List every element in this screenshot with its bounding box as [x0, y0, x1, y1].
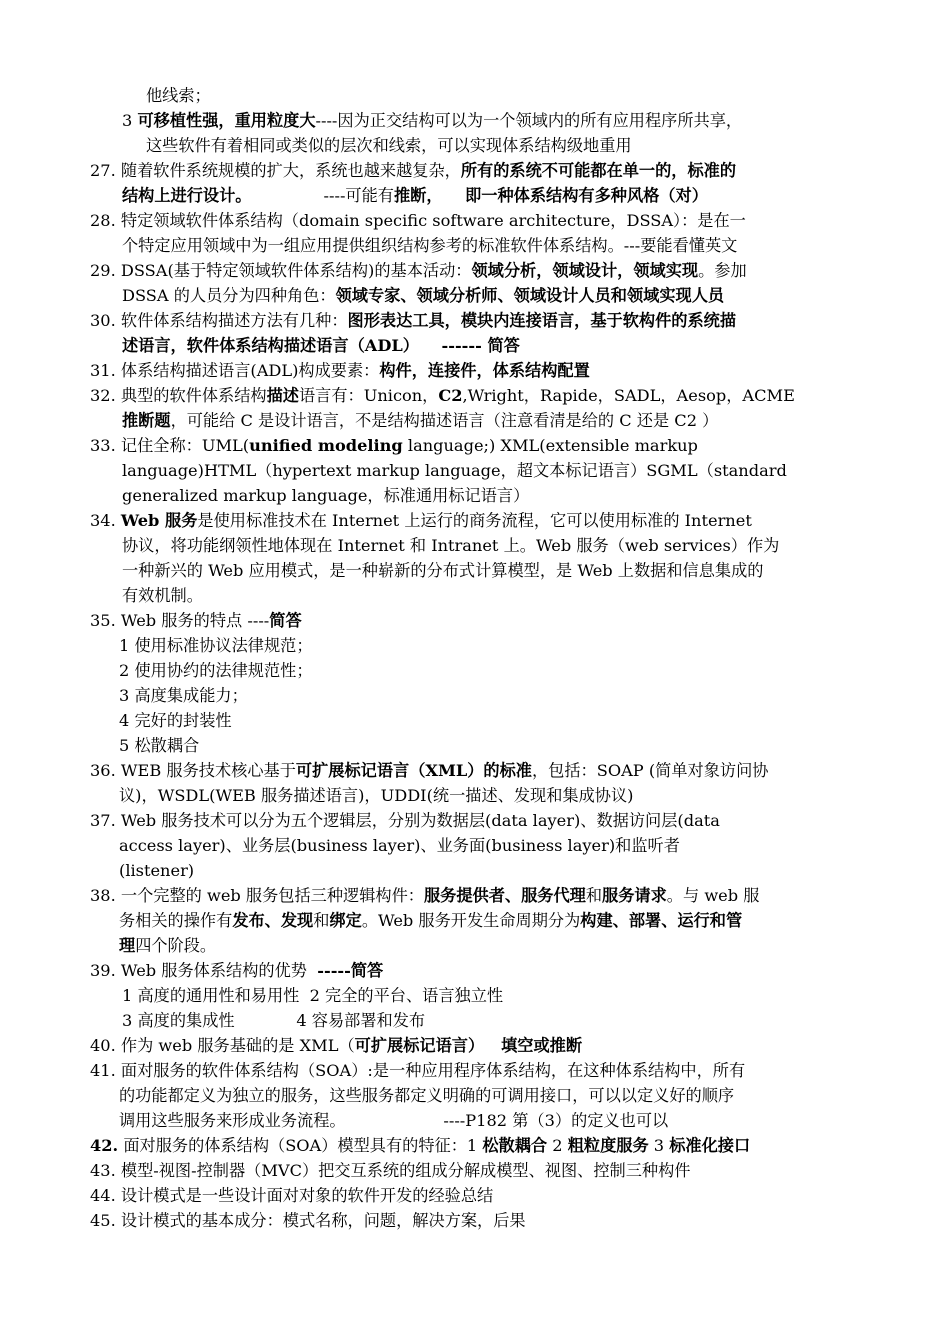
text-line [122, 109, 742, 133]
bold-text-run: 松散耦合 [482, 1136, 548, 1155]
text-line [119, 834, 680, 858]
text-line [119, 784, 633, 808]
text-run: 和 [313, 911, 330, 930]
text-line [146, 134, 632, 158]
text-run: 31. 体系结构描述语言(ADL)构成要素： [90, 361, 380, 380]
text-run: 务相关的操作有 [119, 911, 233, 930]
text-line [90, 1034, 582, 1058]
bold-text-run: 所有的系统不可能都在单一的，标准的 [460, 161, 737, 180]
text-run: 2 使用协约的法律规范性； [119, 661, 313, 680]
text-run: 45. 设计模式的基本成分：模式名称，问题，解决方案，后果 [90, 1211, 526, 1230]
text-line [119, 1084, 734, 1108]
text-run: 30. 软件体系结构描述方法有几种： [90, 311, 348, 330]
bold-text-run: 绑定 [329, 911, 362, 930]
text-line [119, 659, 313, 683]
text-run: ，可能给 C 是设计语言，不是结构描述语言（注意看清是给的 C 还是 C2 ） [170, 411, 719, 430]
text-line [90, 359, 590, 383]
text-line [122, 984, 503, 1008]
text-line [90, 434, 698, 458]
text-run: ，包括：SOAP (简单对象访问协 [532, 761, 769, 780]
text-run: 43. 模型-视图-控制器（MVC）把交互系统的组成分解成模型、视图、控制三种构件 [90, 1161, 691, 1180]
text-run: 40. 作为 web 服务基础的是 XML（ [90, 1036, 355, 1055]
text-run: 有效机制。 [122, 586, 203, 605]
text-run: 37. Web 服务技术可以分为五个逻辑层，分别为数据层(data layer)、数据访问层(data [90, 811, 720, 830]
text-run: 面对服务的体系结构（SOA）模型具有的特征：1 [118, 1136, 483, 1155]
bold-text-run: 构建、部署、运行和管 [580, 911, 743, 930]
text-run: 的功能都定义为独立的服务，这些服务都定义明确的可调用接口，可以以定义好的顺序 [119, 1086, 735, 1105]
text-line [119, 734, 199, 758]
text-run: 和 [585, 886, 603, 905]
bold-text-run: 描述 [266, 386, 299, 405]
text-run: 27. 随着软件系统规模的扩大，系统也越来越复杂， [90, 161, 461, 180]
text-line [90, 959, 383, 983]
bold-text-run: 可扩展标记语言（XML）的标准 [295, 761, 532, 780]
text-line [90, 1134, 750, 1158]
text-line [122, 184, 708, 208]
text-line [119, 709, 232, 733]
text-line [90, 809, 720, 833]
text-run: 33. 记住全称：UML( [90, 436, 250, 455]
text-line [122, 534, 779, 558]
text-line [90, 159, 736, 183]
text-line [90, 1184, 493, 1208]
bold-text-run: 可移植性强，重用粒度大 [137, 111, 316, 130]
text-run: ,Wright，Rapide，SADL，Aesop，ACME [462, 386, 795, 405]
text-run: 1 高度的通用性和易用性 2 完全的平台、语言独立性 [122, 986, 504, 1005]
bold-text-run: 42. [90, 1136, 119, 1155]
text-line [122, 234, 737, 258]
text-line [119, 1109, 668, 1133]
text-run: 3 高度的集成性 4 容易部署和发布 [122, 1011, 426, 1030]
bold-text-run: 标准化接口 [669, 1136, 751, 1155]
text-line [122, 459, 787, 483]
text-run: 4 完好的封装性 [119, 711, 232, 730]
text-run: 调用这些服务来形成业务流程。 ----P182 第（3）的定义也可以 [119, 1111, 669, 1130]
text-line [90, 609, 302, 633]
bold-text-run: 领域分析，领域设计，领域实现 [471, 261, 699, 280]
bold-text-run: 结构上进行设计。 [122, 186, 252, 205]
text-run: 3 [648, 1136, 670, 1155]
text-run: language)HTML（hypertext markup language，超文本标记语言）SGML（standard [122, 461, 787, 480]
text-run: 34. [90, 511, 121, 530]
text-line [90, 884, 759, 908]
text-run: access layer)、业务层(business layer)、业务面(business layer)和监听者 [119, 836, 680, 855]
text-line [119, 934, 216, 958]
text-run: 协议，将功能纲领性地体现在 Internet 和 Intranet 上。Web 服务（web services）作为 [122, 536, 780, 555]
bold-text-run: 述语言，软件体系结构描述语言（ADL） ------ 简答 [122, 336, 520, 355]
text-line [90, 1209, 526, 1233]
text-line [146, 84, 211, 108]
text-run: 个特定应用领域中为一组应用提供组织结构参考的标准软件体系结构。---要能看懂英文 [122, 236, 738, 255]
bold-text-run: 推断， 即一种体系结构有多种风格（对） [393, 186, 708, 205]
text-line [119, 634, 313, 658]
bold-text-run: -----简答 [317, 961, 384, 980]
text-line [122, 409, 718, 433]
text-run: 5 松散耦合 [119, 736, 200, 755]
text-run: 这些软件有着相同或类似的层次和线索，可以实现体系结构级地重用 [146, 136, 632, 155]
text-line [90, 384, 795, 408]
bold-text-run: unified modeling [249, 436, 403, 455]
text-run: 3 高度集成能力； [119, 686, 248, 705]
text-line [90, 259, 747, 283]
text-run: 四个阶段。 [135, 936, 217, 955]
text-line [122, 284, 724, 308]
text-run: 29. DSSA(基于特定领域软件体系结构)的基本活动： [90, 261, 472, 280]
bold-text-run: 粗粒度服务 [567, 1136, 649, 1155]
bold-text-run: 发布、发现 [232, 911, 314, 930]
text-line [122, 559, 763, 583]
text-run: 是使用标准技术在 Internet 上运行的商务流程，它可以使用标准的 Internet [197, 511, 752, 530]
text-line [119, 684, 248, 708]
bold-text-run: 构件，连接件，体系结构配置 [379, 361, 590, 380]
bold-text-run: 服务提供者、服务代理 [423, 886, 586, 905]
text-line [122, 484, 529, 508]
bold-text-run: 推断题 [122, 411, 171, 430]
text-line [119, 909, 742, 933]
bold-text-run: Web 服务 [120, 511, 198, 530]
text-run: 36. WEB 服务技术核心基于 [90, 761, 296, 780]
text-line [90, 209, 746, 233]
text-line [90, 1159, 690, 1183]
bold-text-run: 领域专家、领域分析师、领域设计人员和领域实现人员 [335, 286, 725, 305]
text-line [119, 859, 194, 883]
bold-text-run: 理 [119, 936, 136, 955]
text-line [90, 1059, 745, 1083]
bold-text-run: 图形表达工具，模块内连接语言，基于软构件的系统描 [347, 311, 737, 330]
text-line [90, 759, 768, 783]
text-run: 3 [122, 111, 138, 130]
text-line [90, 309, 736, 333]
text-run: generalized markup language，标准通用标记语言） [122, 486, 530, 505]
text-line [122, 334, 520, 358]
bold-text-run: 服务请求 [602, 886, 667, 905]
bold-text-run: 简答 [269, 611, 302, 630]
text-run: DSSA 的人员分为四种角色： [122, 286, 336, 305]
text-run: 44. 设计模式是一些设计面对对象的软件开发的经验总结 [90, 1186, 494, 1205]
text-run: 38. 一个完整的 web 服务包括三种逻辑构件： [90, 886, 424, 905]
text-run: 35. Web 服务的特点 ---- [90, 611, 270, 630]
text-run: (listener) [119, 861, 195, 880]
text-run: 语言有：Unicon， [298, 386, 439, 405]
text-run: 2 [547, 1136, 568, 1155]
text-run: ----因为正交结构可以为一个领域内的所有应用程序所共享， [315, 111, 743, 130]
text-run: 。与 web 服 [666, 886, 760, 905]
text-run: 1 使用标准协议法律规范； [119, 636, 313, 655]
text-run: 他线索； [146, 86, 211, 105]
text-run: 39. Web 服务体系结构的优势 [90, 961, 318, 980]
text-line [122, 584, 203, 608]
text-run: 。Web 服务开发生命周期分为 [361, 911, 581, 930]
text-run: 一种新兴的 Web 应用模式，是一种崭新的分布式计算模型，是 Web 上数据和信息集成的 [122, 561, 764, 580]
text-run: 。参加 [698, 261, 747, 280]
text-run: ----可能有 [251, 186, 394, 205]
bold-text-run: 可扩展标记语言） 填空或推断 [354, 1036, 583, 1055]
text-line [90, 509, 752, 533]
text-run: 32. 典型的软件体系结构 [90, 386, 267, 405]
text-run: 41. 面对服务的软件体系结构（SOA）:是一种应用程序体系结构，在这种体系结构中，所有 [90, 1061, 746, 1080]
text-run: language;) XML(extensible markup [402, 436, 698, 455]
text-run: 议)，WSDL(WEB 服务描述语言)，UDDI(统一描述、发现和集成协议) [119, 786, 634, 805]
text-line [122, 1009, 425, 1033]
text-run: 28. 特定领域软件体系结构（domain specific software architecture，DSSA）：是在一 [90, 211, 746, 230]
bold-text-run: C2 [438, 386, 463, 405]
